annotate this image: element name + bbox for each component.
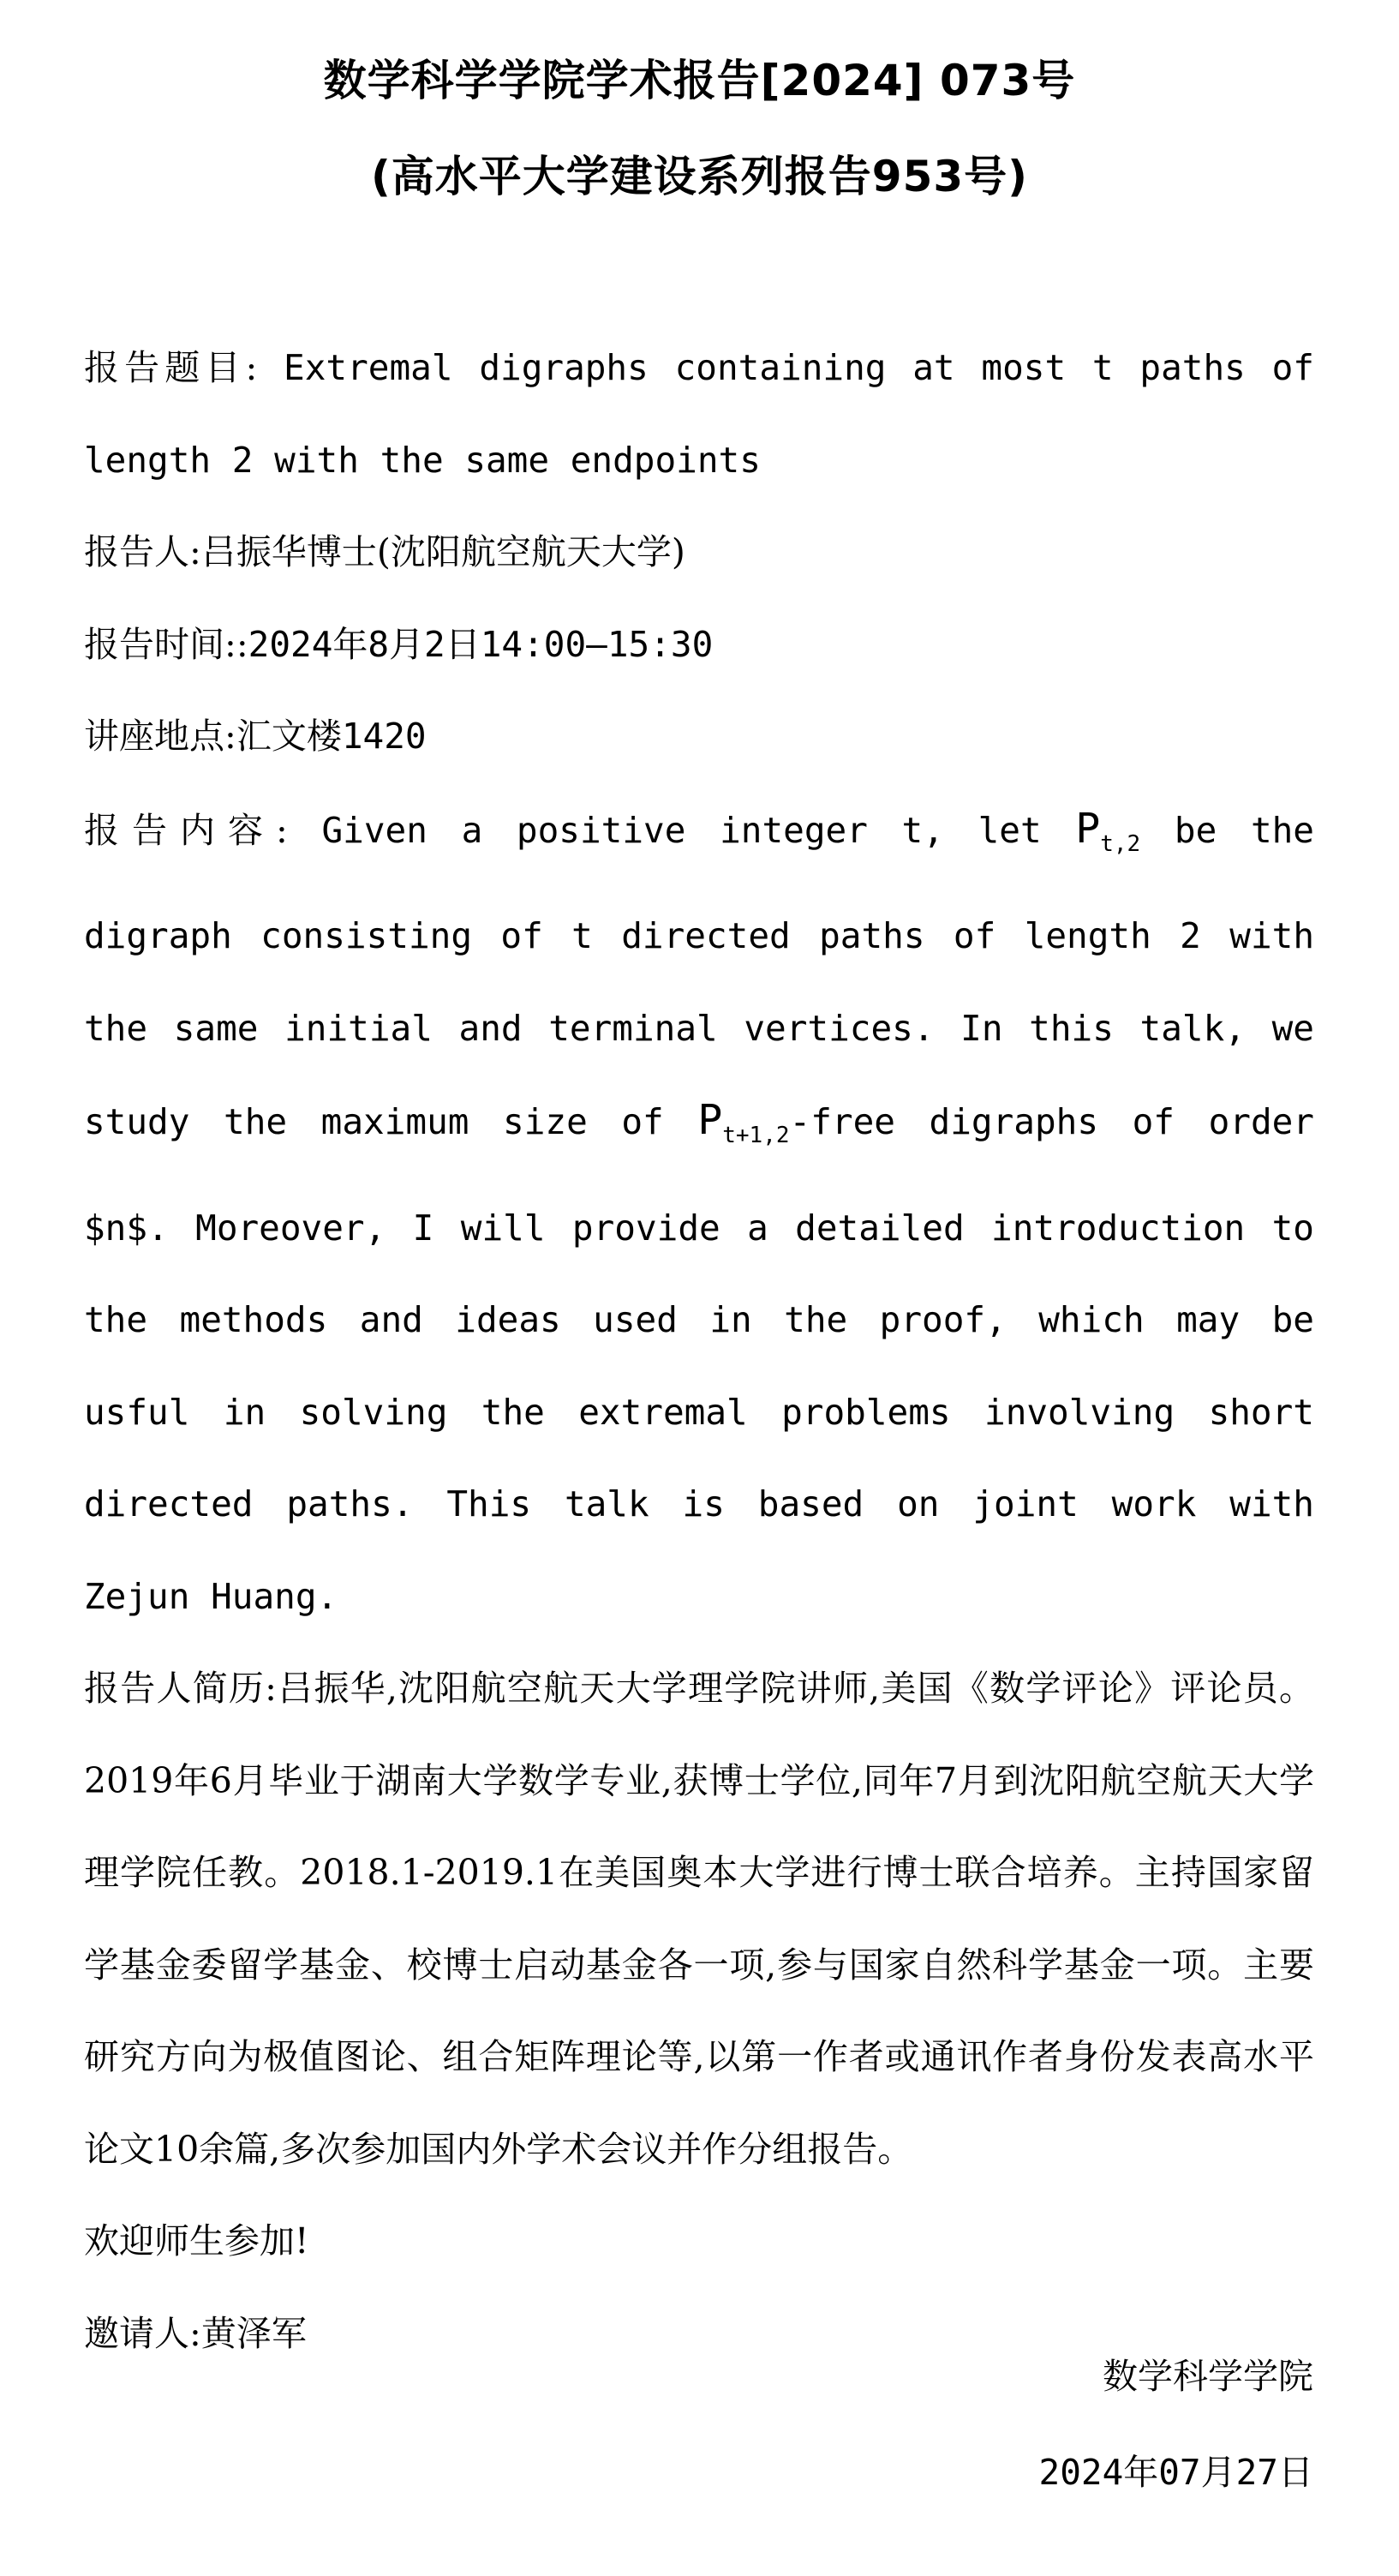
- path-symbol-p: P: [1075, 804, 1101, 853]
- time-text: 2024年8月2日14:00—15:30: [248, 623, 714, 665]
- time-label: 报告时间::: [84, 623, 248, 665]
- abstract-text-part1: Given a positive integer t, let: [287, 809, 1076, 851]
- bio-paragraph: [84, 1643, 1314, 2196]
- abstract-label: 报告内容:: [84, 809, 288, 851]
- time-paragraph: [84, 599, 1314, 692]
- speaker-label: 报告人:: [84, 531, 201, 572]
- welcome-text: 欢迎师生参加!: [84, 2220, 309, 2261]
- bio-text: 吕振华,沈阳航空航天大学理学院讲师,美国《数学评论》评论员。2019年6月毕业于湖南大学数学专业,获博士学位,同年7月到沈阳航空航天大学理学院任教。2018.1-2019.1在美国奥本大学进行博士联合培养。主持国家留学基金委留学基金、校博士启动基金各一项,参与国家自然科学基金一项。主要研究方向为极值图论、组合矩阵理论等,以第一作者或通讯作者身份发表高水平论文10余篇,多次参加国内外学术会议并作分组报告。: [84, 1668, 1314, 2170]
- signature-organization: 数学科学学院: [1103, 2356, 1313, 2397]
- notice-subtitle: (高水平大学建设系列报告953号): [370, 152, 1029, 201]
- venue-label: 讲座地点:: [84, 716, 236, 757]
- abstract-paragraph: [84, 783, 1314, 1644]
- venue-paragraph: [84, 691, 1314, 783]
- topic-text: Extremal digraphs containing at most t paths of length 2 with the same endpoints: [84, 347, 1314, 481]
- notice-title: 数学科学学院学术报告[2024] 073号: [323, 56, 1076, 105]
- bio-label: 报告人简历:: [84, 1668, 277, 1709]
- report-details: [84, 322, 1314, 2380]
- path-symbol-subscript: t+1,2: [722, 1123, 790, 1148]
- inviter-text: 黄泽军: [200, 2312, 307, 2354]
- speaker-text: 吕振华博士(沈阳航空航天大学): [200, 531, 685, 572]
- path-symbol-subscript: t,2: [1100, 830, 1141, 857]
- abstract-text-part2: be the digraph consisting of t directed paths of length 2 with the same initial and terminal vertices. In this talk, we study the maximum size of: [84, 809, 1314, 1142]
- topic-paragraph: [84, 322, 1314, 506]
- path-symbol-p: P: [697, 1096, 723, 1144]
- topic-label: 报告题目:: [84, 347, 258, 388]
- welcome-paragraph: [84, 2196, 1314, 2288]
- signature-date: 2024年07月27日: [1038, 2452, 1313, 2493]
- speaker-paragraph: [84, 506, 1314, 599]
- inviter-label: 邀请人:: [84, 2312, 201, 2354]
- venue-text: 汇文楼1420: [236, 716, 427, 757]
- abstract-text-part3: -free digraphs of order $n$. Moreover, I will provide a detailed introduction to the methods and ideas used in the proof, which may be usful in solving the extremal problems involving short directed paths. This talk is based on joint work with Zejun Huang.: [84, 1101, 1314, 1617]
